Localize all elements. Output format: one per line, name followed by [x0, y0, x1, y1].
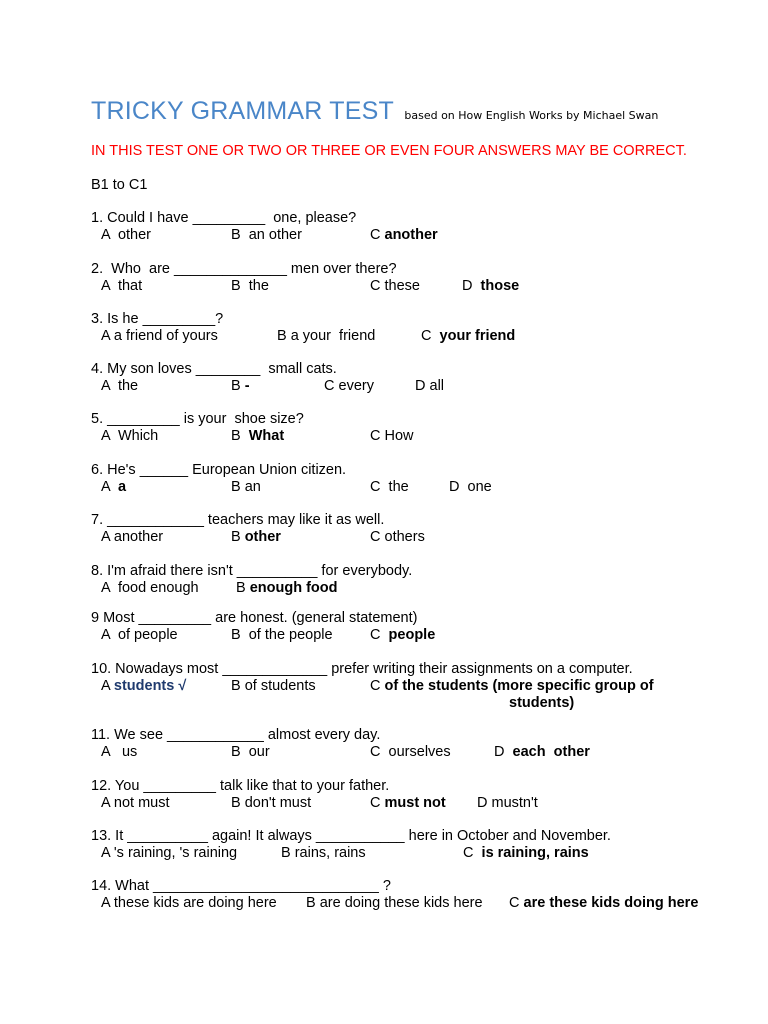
option-c: C is raining, rains [463, 845, 589, 861]
option-c: C of the students (more specific group of [370, 678, 654, 694]
option-a: A the [101, 378, 139, 394]
option-c: C people [370, 627, 436, 643]
option-a: A 's raining, 's raining [101, 845, 238, 861]
answer-options [91, 378, 741, 395]
question-text: 6. He's ______ European Union citizen. [91, 462, 347, 478]
option-c-continuation: students) [509, 695, 575, 711]
option-d: D one [449, 479, 492, 495]
option-a: A of people [101, 627, 178, 643]
question-text: 1. Could I have _________ one, please? [91, 210, 357, 226]
answer-options [91, 795, 741, 812]
page-title: TRICKY GRAMMAR TEST [91, 97, 394, 125]
question-9 [91, 610, 741, 644]
option-b: B an [231, 479, 261, 495]
answer-options [91, 845, 741, 862]
question-text: 5. _________ is your shoe size? [91, 411, 304, 427]
answer-options [91, 895, 741, 912]
option-d: D each other [494, 744, 590, 760]
option-b: B of students [231, 678, 316, 694]
option-c: C How [370, 428, 414, 444]
question-7 [91, 512, 741, 546]
option-c: C your friend [421, 328, 516, 344]
option-b: B rains, rains [281, 845, 366, 861]
option-b: B our [231, 744, 270, 760]
question-text: 4. My son loves ________ small cats. [91, 361, 337, 377]
option-b: B are doing these kids here [306, 895, 483, 911]
answer-options [91, 328, 741, 345]
answer-options [91, 227, 741, 244]
question-8 [91, 563, 741, 597]
option-b: B the [231, 278, 269, 294]
question-2 [91, 261, 741, 295]
question-text: 7. ____________ teachers may like it as well. [91, 512, 385, 528]
option-d: D all [415, 378, 445, 394]
question-3 [91, 311, 741, 345]
question-14 [91, 878, 741, 912]
option-a: A these kids are doing here [101, 895, 277, 911]
option-c: C these [370, 278, 420, 294]
page-subtitle: based on How English Works by Michael Swan [404, 109, 659, 122]
option-a: A us [101, 744, 138, 760]
option-a: A another [101, 529, 164, 545]
answer-options [91, 278, 741, 295]
question-text: 14. What ____________________________ ? [91, 878, 391, 894]
answer-options [91, 744, 741, 761]
option-c: C another [370, 227, 438, 243]
option-b: B an other [231, 227, 302, 243]
option-b: B of the people [231, 627, 333, 643]
question-text: 10. Nowadays most _____________ prefer writing their assignments on a computer. [91, 661, 633, 677]
level-label: B1 to C1 [91, 177, 148, 193]
answer-options [91, 627, 741, 644]
option-c: C ourselves [370, 744, 451, 760]
answer-options [91, 580, 741, 597]
title-row [91, 97, 658, 126]
option-b: B other [231, 529, 281, 545]
question-11 [91, 727, 741, 761]
option-a: A a [101, 479, 127, 495]
answer-options [91, 529, 741, 546]
option-a: A Which [101, 428, 159, 444]
option-b: B don't must [231, 795, 312, 811]
option-a: A other [101, 227, 151, 243]
question-text: 13. It __________ again! It always ___________ here in October and November. [91, 828, 611, 844]
question-10 [91, 661, 741, 711]
question-6 [91, 462, 741, 496]
question-1 [91, 210, 741, 244]
option-a: A students √ [101, 678, 187, 694]
option-c: C must not [370, 795, 446, 811]
option-c: C others [370, 529, 425, 545]
question-text: 2. Who are ______________ men over there? [91, 261, 397, 277]
question-text: 12. You _________ talk like that to your father. [91, 778, 390, 794]
option-c: C every [324, 378, 374, 394]
question-text: 8. I'm afraid there isn't __________ for everybody. [91, 563, 413, 579]
question-text: 9 Most _________ are honest. (general statement) [91, 610, 418, 626]
question-text: 11. We see ____________ almost every day. [91, 727, 381, 743]
answer-options [91, 678, 741, 711]
question-4 [91, 361, 741, 395]
option-c: C are these kids doing here [509, 895, 699, 911]
option-b: B What [231, 428, 285, 444]
question-12 [91, 778, 741, 812]
option-b: B enough food [236, 580, 338, 596]
question-text: 3. Is he _________? [91, 311, 224, 327]
option-b: B a your friend [277, 328, 376, 344]
option-b: B - [231, 378, 250, 394]
answer-options [91, 479, 741, 496]
option-a: A not must [101, 795, 170, 811]
question-5 [91, 411, 741, 445]
option-c: C the [370, 479, 409, 495]
instructions-warning: IN THIS TEST ONE OR TWO OR THREE OR EVEN FOUR ANSWERS MAY BE CORRECT. [91, 143, 687, 159]
option-a: A that [101, 278, 143, 294]
option-a: A a friend of yours [101, 328, 218, 344]
option-d: D mustn't [477, 795, 538, 811]
question-13 [91, 828, 741, 862]
answer-options [91, 428, 741, 445]
option-a: A food enough [101, 580, 199, 596]
option-d: D those [462, 278, 520, 294]
